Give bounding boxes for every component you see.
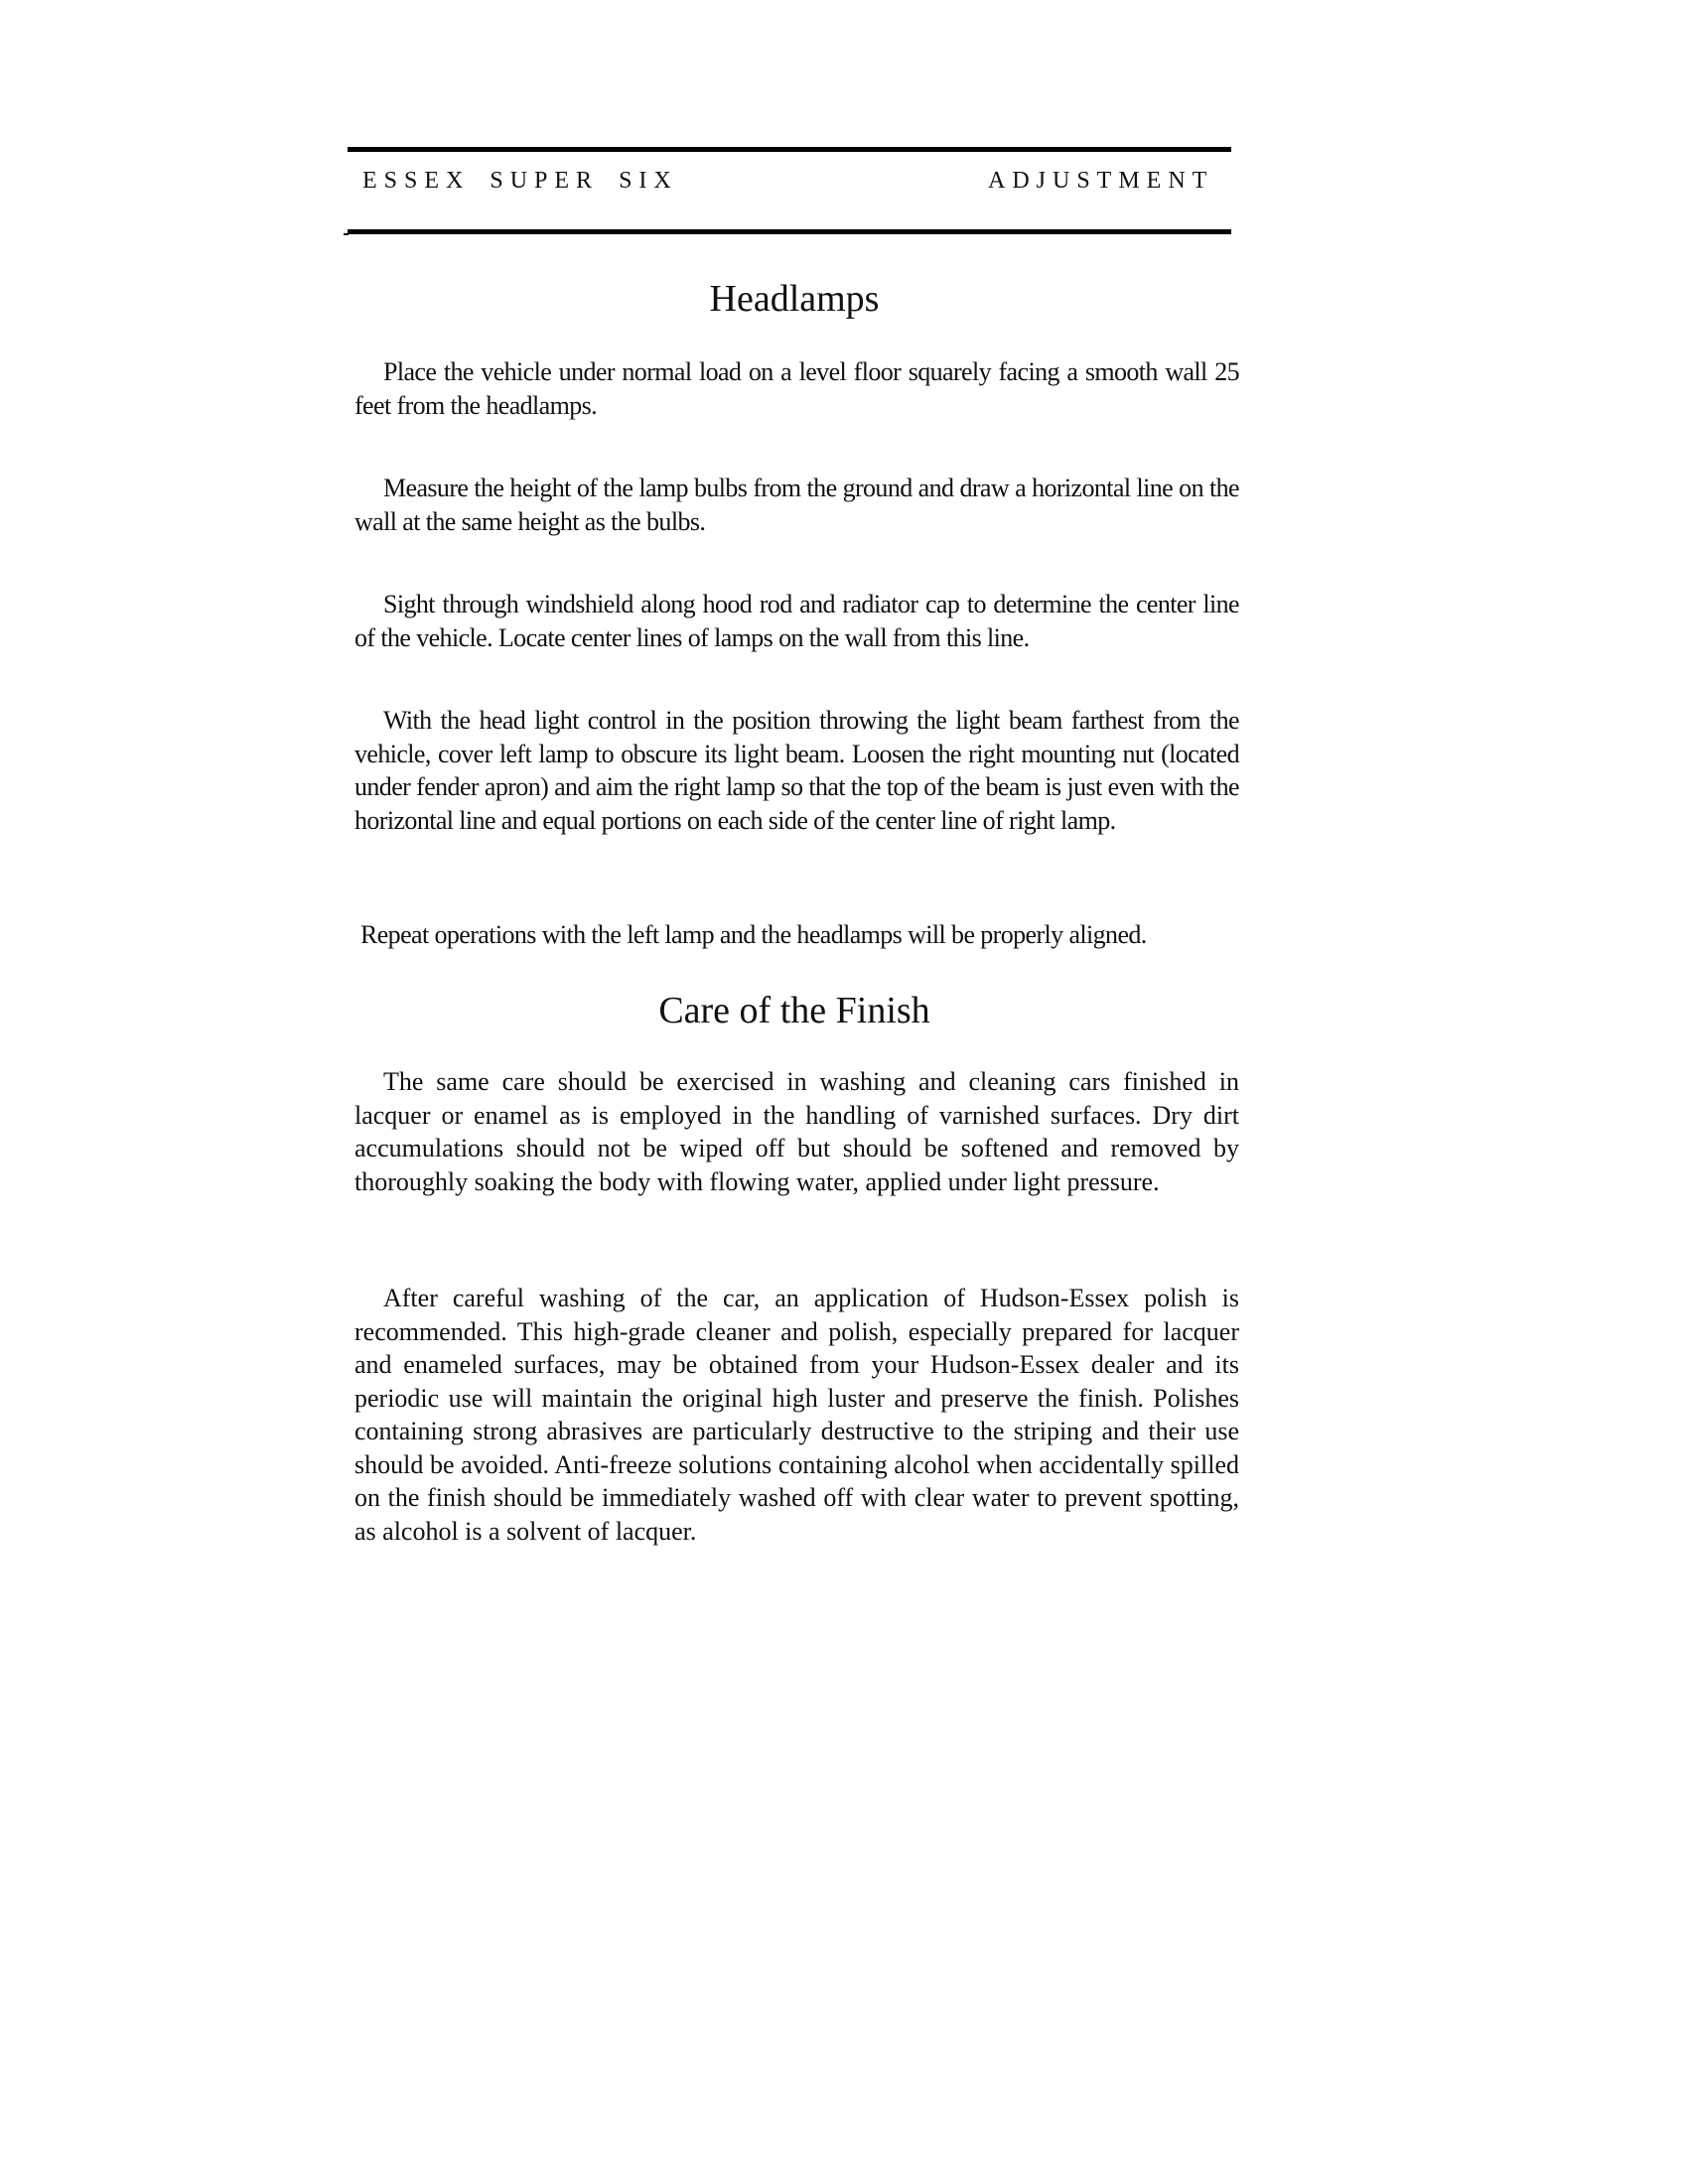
running-head-title [362,164,698,198]
paragraph: After careful washing of the car, an application of Hudson-Essex polish is recommended. This high-grade cleaner and polish, especially prepared for lacquer and enameled surfaces, may be obtained from your Hudson-Essex dealer and its periodic use will maintain the original high luster and preserve the finish. Polishes containing strong abrasives are particularly destructive to the striping and their use should be avoided. Anti-freeze solutions containing alcohol when accidentally spilled on the finish should be immediately washed off with clear water to prevent spotting, as alcohol is a solvent of lacquer. [354,1284,1239,1546]
running-head-word: SIX [619,168,678,194]
running-head-word: SUPER [490,168,600,194]
section-heading-headlamps: Headlamps [709,278,880,320]
paragraph: The same care should be exercised in washing and cleaning cars finished in lacquer or enamel as is employed in the handling of varnished surfaces. Dry dirt accumulations should not be wiped off but should be softened and removed by thoroughly soaking the body with flowing water, applied under light pressure. [354,1067,1239,1196]
paragraph: Measure the height of the lamp bulbs from the ground and draw a horizontal line on the wall at the same height as the bulbs. [354,474,1239,536]
paragraph: With the head light control in the position throwing the light beam farthest from the vehicle, cover left lamp to obscure its light beam. Loosen the right mounting nut (located under fender apron) and aim the right lamp so that the top of the beam is just even with the horizontal line and equal portions on each side of the center line of right lamp. [354,706,1239,835]
paragraph: Place the vehicle under normal load on a level floor squarely facing a smooth wall 25 feet from the headlamps. [354,357,1239,420]
running-head-section: ADJUSTMENT [988,168,1214,194]
header-bottom-rule [348,229,1231,234]
header-top-rule [348,147,1231,152]
paragraph: Repeat operations with the left lamp and the headlamps will be properly aligned. [360,920,1147,949]
paragraph: Sight through windshield along hood rod and radiator cap to determine the center line of the vehicle. Locate center lines of lamps on the wall from this line. [354,590,1239,652]
running-head-word: ESSEX [362,168,471,194]
section-heading-care-of-finish: Care of the Finish [658,990,930,1031]
rule-tick-mark [344,233,349,235]
